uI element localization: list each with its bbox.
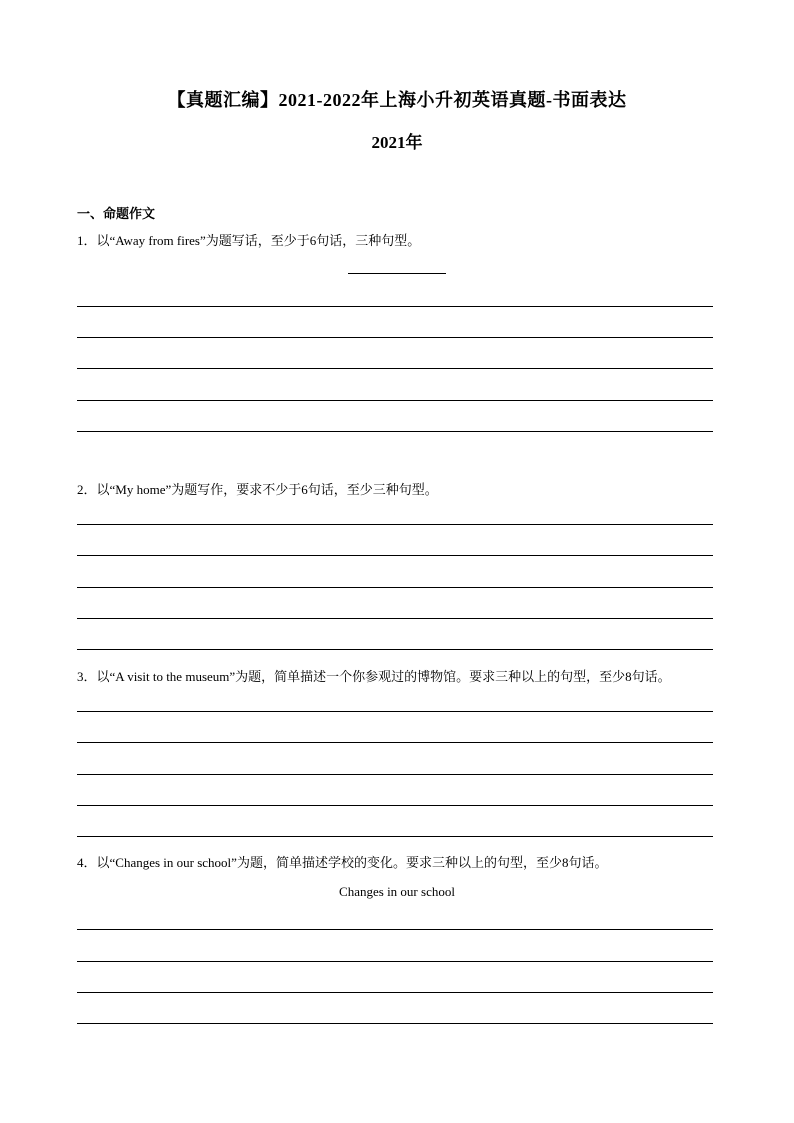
answer-line[interactable] (77, 587, 713, 588)
answer-line[interactable] (77, 649, 713, 650)
answer-line[interactable] (77, 961, 713, 962)
essay-title: Changes in our school (339, 884, 455, 899)
answer-line[interactable] (77, 711, 713, 712)
answer-line[interactable] (77, 836, 713, 837)
answer-line[interactable] (77, 1023, 713, 1024)
answer-line[interactable] (77, 368, 713, 369)
answer-line[interactable] (77, 929, 713, 930)
answer-line[interactable] (77, 742, 713, 743)
answer-line[interactable] (77, 992, 713, 993)
answer-line[interactable] (77, 805, 713, 806)
question-2: 2．以“My home”为题写作，要求不少于6句话，至少三种句型。 (77, 482, 438, 497)
answer-line[interactable] (77, 774, 713, 775)
section-heading: 一、命题作文 (77, 207, 156, 222)
question-3: 3．以“A visit to the museum”为题，简单描述一个你参观过的博物馆。要求三种以上的句型，至少8句话。 (77, 669, 671, 684)
answer-line[interactable] (77, 400, 713, 401)
answer-line[interactable] (77, 431, 713, 432)
answer-line[interactable] (77, 618, 713, 619)
answer-line[interactable] (77, 306, 713, 307)
answer-line[interactable] (77, 524, 713, 525)
page-title: 【真题汇编】2021-2022年上海小升初英语真题-书面表达 (167, 90, 627, 110)
page-subtitle: 2021年 (371, 133, 423, 152)
question-1: 1．以“Away from fires”为题写话，至少于6句话，三种句型。 (77, 233, 421, 248)
title-blank-line[interactable] (348, 273, 446, 274)
question-4: 4．以“Changes in our school”为题，简单描述学校的变化。要求三种以上的句型，至少8句话。 (77, 855, 608, 870)
answer-line[interactable] (77, 337, 713, 338)
answer-line[interactable] (77, 555, 713, 556)
